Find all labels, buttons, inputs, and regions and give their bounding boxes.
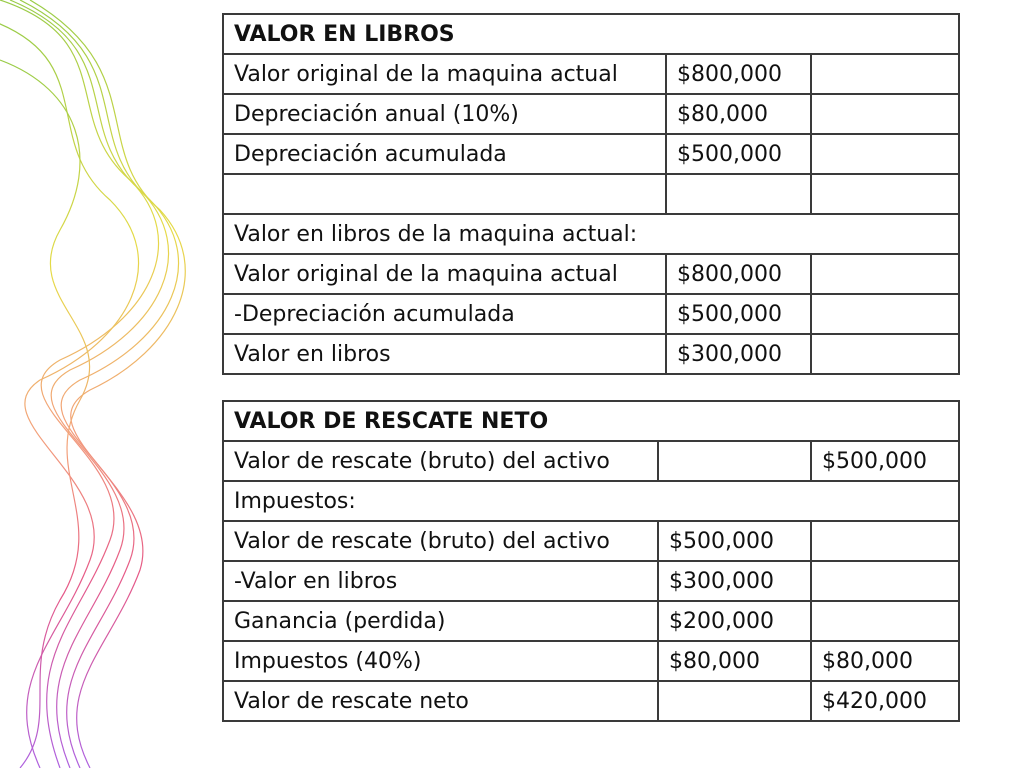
row-value: $80,000	[811, 641, 959, 681]
table-title: VALOR EN LIBROS	[223, 14, 959, 54]
row-label: Valor de rescate neto	[223, 681, 658, 721]
subheading: Valor en libros de la maquina actual:	[223, 214, 959, 254]
table-row	[223, 441, 959, 481]
table-row	[223, 294, 959, 334]
row-value: $420,000	[811, 681, 959, 721]
table-row	[223, 521, 959, 561]
row-value	[811, 134, 959, 174]
decorative-wave-ribbon	[0, 0, 200, 768]
table-row	[223, 54, 959, 94]
row-value: $800,000	[666, 54, 811, 94]
table-row	[223, 401, 959, 441]
row-label: Valor original de la maquina actual	[223, 54, 666, 94]
row-value	[811, 94, 959, 134]
table-title: VALOR DE RESCATE NETO	[223, 401, 959, 441]
row-label: Depreciación anual (10%)	[223, 94, 666, 134]
table-row	[223, 134, 959, 174]
table-row	[223, 254, 959, 294]
row-value	[811, 54, 959, 94]
row-label: Valor de rescate (bruto) del activo	[223, 521, 658, 561]
row-value	[666, 174, 811, 214]
row-value: $500,000	[658, 521, 811, 561]
valor-de-rescate-neto-table	[222, 400, 960, 722]
row-value: $80,000	[658, 641, 811, 681]
table-row	[223, 334, 959, 374]
table-row	[223, 681, 959, 721]
table-row	[223, 14, 959, 54]
row-value: $500,000	[811, 441, 959, 481]
row-value	[811, 294, 959, 334]
subheading: Impuestos:	[223, 481, 959, 521]
row-value	[811, 334, 959, 374]
row-label: Ganancia (perdida)	[223, 601, 658, 641]
row-value	[811, 561, 959, 601]
row-value: $800,000	[666, 254, 811, 294]
row-label: Valor en libros	[223, 334, 666, 374]
row-value: $80,000	[666, 94, 811, 134]
table-row	[223, 561, 959, 601]
row-label: Depreciación acumulada	[223, 134, 666, 174]
row-value: $500,000	[666, 134, 811, 174]
table-row	[223, 214, 959, 254]
table-row	[223, 641, 959, 681]
table-row	[223, 601, 959, 641]
row-value	[811, 174, 959, 214]
row-label	[223, 174, 666, 214]
row-value	[658, 441, 811, 481]
table-row	[223, 174, 959, 214]
row-value	[658, 681, 811, 721]
row-value	[811, 254, 959, 294]
table-row	[223, 481, 959, 521]
row-value	[811, 521, 959, 561]
row-value: $500,000	[666, 294, 811, 334]
row-value	[811, 601, 959, 641]
row-value: $200,000	[658, 601, 811, 641]
row-label: Valor de rescate (bruto) del activo	[223, 441, 658, 481]
row-label: -Valor en libros	[223, 561, 658, 601]
row-label: -Depreciación acumulada	[223, 294, 666, 334]
row-value: $300,000	[666, 334, 811, 374]
row-label: Valor original de la maquina actual	[223, 254, 666, 294]
valor-en-libros-table	[222, 13, 960, 375]
row-value: $300,000	[658, 561, 811, 601]
table-row	[223, 94, 959, 134]
row-label: Impuestos (40%)	[223, 641, 658, 681]
